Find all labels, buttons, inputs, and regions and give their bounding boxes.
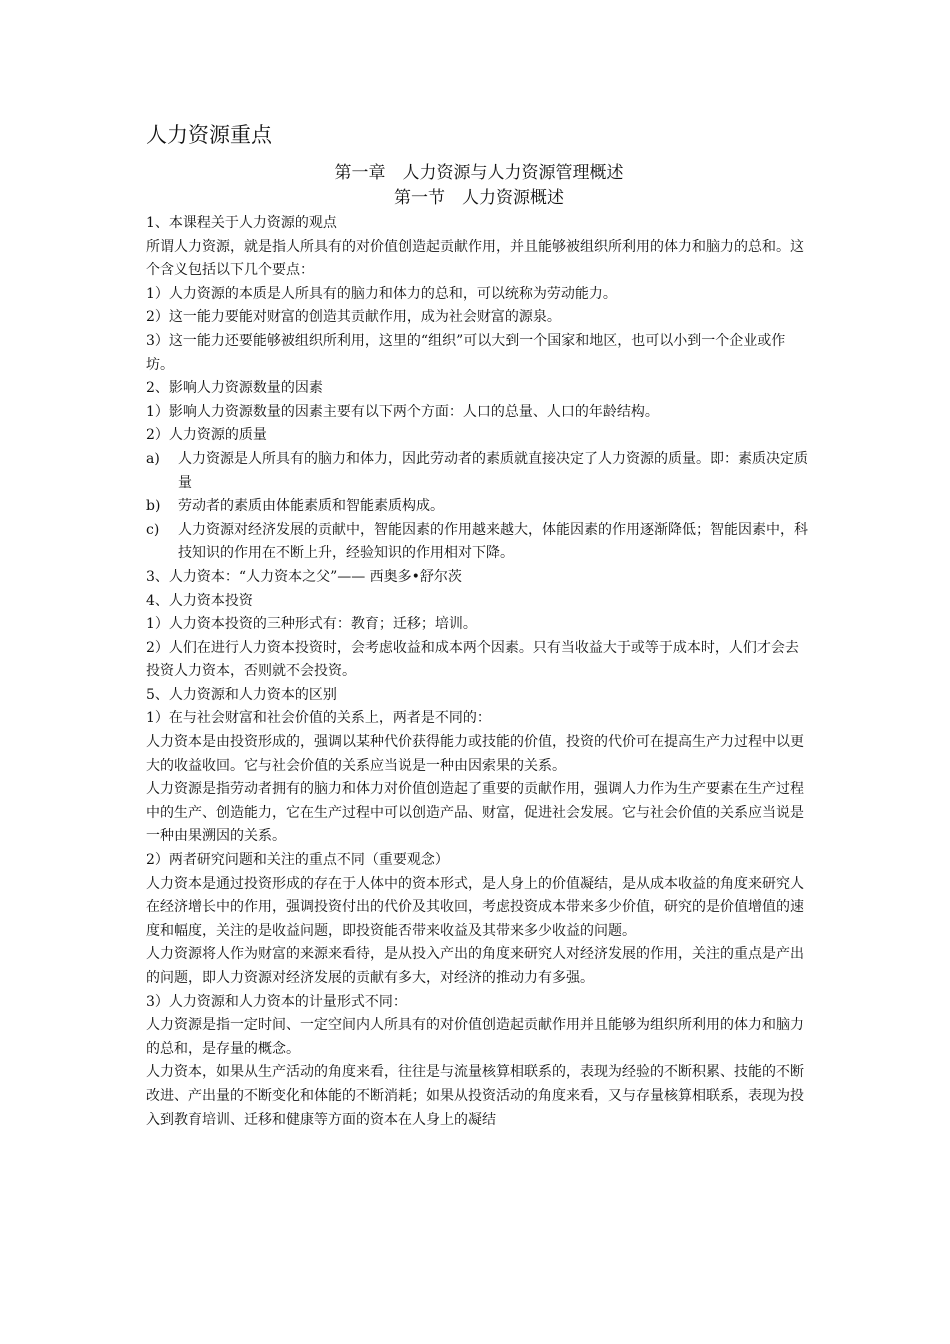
list-item-text: 人力资源对经济发展的贡献中，智能因素的作用越来越大，体能因素的作用逐渐降低；智能因素中，科技知识的作用在不断上升，经验知识的作用相对下降。 — [178, 521, 808, 562]
list-item-b — [146, 495, 812, 519]
paragraph: 人力资源将人作为财富的来源来看待，是从投入产出的角度来研究人对经济发展的作用，关注的重点是产出的问题，即人力资源对经济发展的贡献有多大，对经济的推动力有多强。 — [146, 946, 804, 986]
paragraph: 人力资源是指劳动者拥有的脑力和体力对价值创造起了重要的贡献作用，强调人力作为生产要素在生产过程中的生产、创造能力，它在生产过程中可以创造产品、财富，促进社会发展。它与社会价值的关系应当说是一种由果溯因的关系。 — [146, 781, 804, 845]
paragraph: 人力资本，如果从生产活动的角度来看，往往是与流量核算相联系的，表现为经验的不断积累、技能的不断改进、产出量的不断变化和体能的不断消耗；如果从投资活动的角度来看，又与存量核算相联系，表现为投入到教育培训、迁移和健康等方面的资本在人身上的凝结 — [146, 1064, 804, 1128]
paragraph: 2）两者研究问题和关注的重点不同（重要观念） — [146, 852, 449, 869]
document-title: 人力资源重点 — [146, 123, 272, 147]
chapter-heading: 第一章 人力资源与人力资源管理概述 — [334, 163, 624, 183]
paragraph: 3）人力资源和人力资本的计量形式不同： — [146, 993, 407, 1010]
list-item-text: 人力资源是人所具有的脑力和体力，因此劳动者的素质就直接决定了人力资源的质量。即：素质决定质量 — [178, 450, 808, 491]
heading-2: 2、影响人力资源数量的因素 — [146, 380, 323, 397]
heading-4: 4、人力资本投资 — [146, 592, 253, 609]
heading-5: 5、人力资源和人力资本的区别 — [146, 686, 337, 703]
paragraph: 所谓人力资源，就是指人所具有的对价值创造起贡献作用，并且能够被组织所利用的体力和脑力的总和。这个含义包括以下几个要点： — [146, 238, 804, 279]
paragraph: 3）这一能力还要能够被组织所利用，这里的“组织”可以大到一个国家和地区，也可以小到一个企业或作坊。 — [146, 332, 786, 373]
heading-1: 1、本课程关于人力资源的观点 — [146, 215, 337, 231]
paragraph: 1）人力资本投资的三种形式有：教育；迁移；培训。 — [146, 616, 477, 633]
heading-3: 3、人力资本：“人力资本之父”—— 西奥多•舒尔茨 — [146, 568, 462, 585]
paragraph: 人力资本是通过投资形成的存在于人体中的资本形式，是人身上的价值凝结，是从成本收益的角度来研究人在经济增长中的作用，强调投资付出的代价及其收回，考虑投资成本带来多少价值，研究的是价值增值的速度和幅度，关注的是收益问题，即投资能否带来收益及其带来多少收益的问题。 — [146, 875, 804, 939]
paragraph: 人力资本是由投资形成的，强调以某种代价获得能力或技能的价值，投资的代价可在提高生产力过程中以更大的收益收回。它与社会价值的关系应当说是一种由因索果的关系。 — [146, 734, 804, 774]
paragraph: 人力资源是指一定时间、一定空间内人所具有的对价值创造起贡献作用并且能够为组织所利用的体力和脑力的总和，是存量的概念。 — [146, 1017, 804, 1057]
list-marker: b) — [146, 498, 161, 515]
section-heading: 第一节 人力资源概述 — [394, 188, 564, 208]
list-item-a — [146, 448, 812, 495]
paragraph: 2）人力资源的质量 — [146, 427, 267, 444]
paragraph: 1）在与社会财富和社会价值的关系上，两者是不同的： — [146, 710, 491, 727]
paragraph: 2）人们在进行人力资本投资时，会考虑收益和成本两个因素。只有当收益大于或等于成本时，人们才会去投资人力资本，否则就不会投资。 — [146, 639, 799, 680]
document-body — [146, 212, 812, 1132]
list-marker: a) — [146, 450, 160, 467]
list-item-text: 劳动者的素质由体能素质和智能素质构成。 — [178, 498, 444, 515]
paragraph: 1）影响人力资源数量的因素主要有以下两个方面：人口的总量、人口的年龄结构。 — [146, 403, 659, 420]
paragraph: 2）这一能力要能对财富的创造其贡献作用，成为社会财富的源泉。 — [146, 309, 561, 326]
paragraph: 1）人力资源的本质是人所具有的脑力和体力的总和，可以统称为劳动能力。 — [146, 285, 617, 302]
list-marker: c) — [146, 521, 160, 538]
list-item-c — [146, 519, 812, 566]
